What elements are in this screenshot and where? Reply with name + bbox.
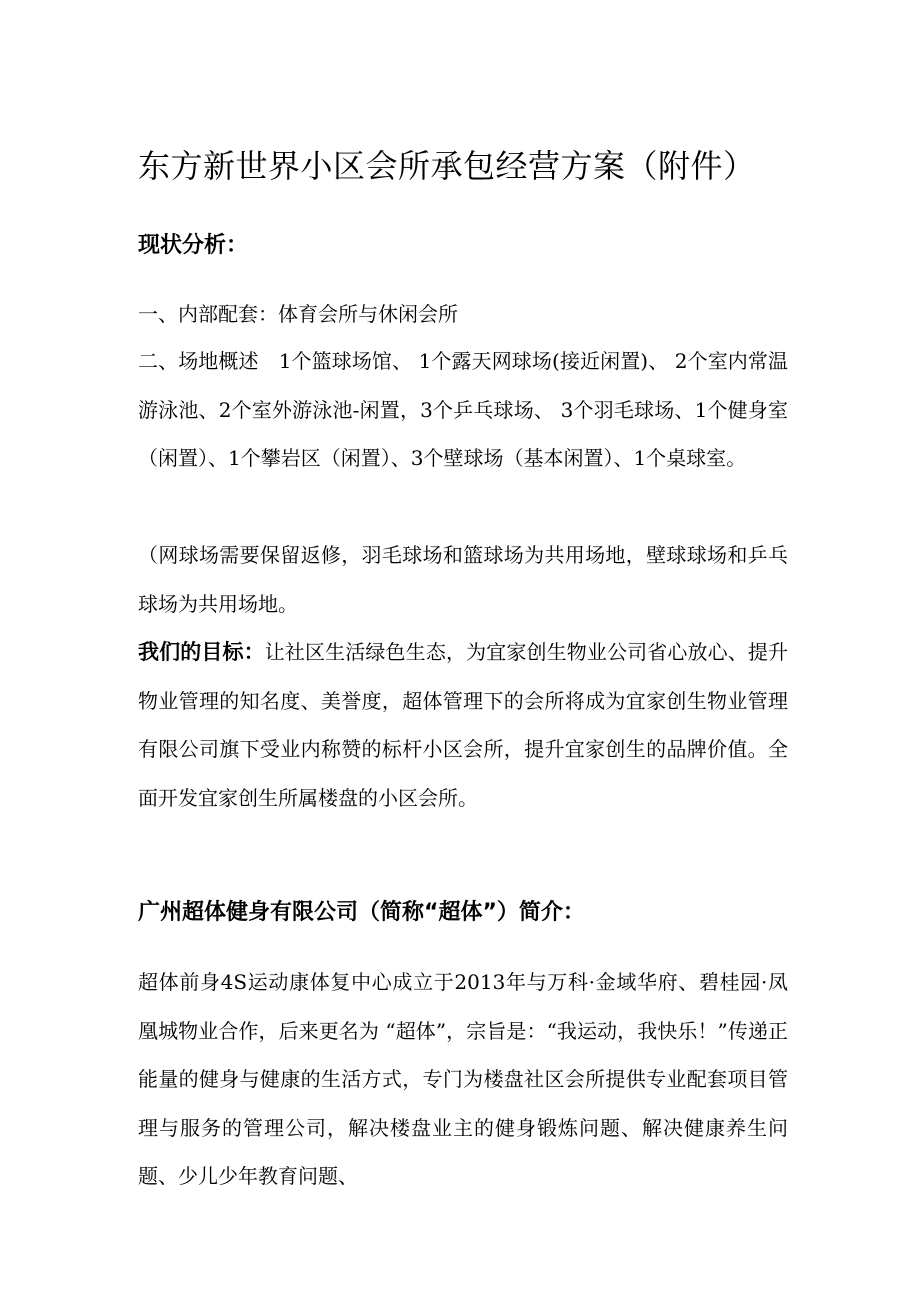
venue-overview-item: 二、场地概述 1个篮球场馆、 1个露天网球场(接近闲置)、 2个室内常温游泳池、2个室外游泳池-闲置，3个乒乓球场、 3个羽毛球场、1个健身室（闲置）、1个攀岩区（闲置）、3个壁球场（基本闲置）、1个桌球室。 bbox=[138, 349, 788, 470]
company-intro-paragraph: 超体前身4S运动康体复中心成立于2013年与万科·金域华府、碧桂园·凤凰城物业合作，后来更名为 “超体”，宗旨是：“我运动，我快乐！”传递正能量的健身与健康的生活方式，专门为楼盘社区会所提供专业配套项目管理与服务的管理公司，解决楼盘业主的健身锻炼问题、解决健康养生问题、少儿少年教育问题、 bbox=[138, 970, 788, 1188]
document-title: 东方新世界小区会所承包经营方案（附件） bbox=[138, 147, 756, 185]
internal-facilities-item: 一、内部配套：体育会所与休闲会所 bbox=[138, 302, 458, 326]
status-analysis-heading: 现状分析： bbox=[138, 233, 249, 258]
goal-paragraph bbox=[138, 628, 788, 822]
shared-venues-note: （网球场需要保留返修，羽毛球场和篮球场为共用场地，壁球球场和乒乓球场为共用场地。 bbox=[138, 543, 788, 616]
company-intro-heading: 广州超体健身有限公司（简称“超体”）简介： bbox=[138, 900, 585, 925]
goal-text: 让社区生活绿色生态，为宜家创生物业公司省心放心、提升物业管理的知名度、美誉度，超体管理下的会所将成为宜家创生物业管理有限公司旗下受业内称赞的标杆小区会所，提升宜家创生的品牌价值。全面开发宜家创生所属楼盘的小区会所。 bbox=[138, 640, 789, 810]
goal-label: 我们的目标： bbox=[138, 640, 265, 664]
